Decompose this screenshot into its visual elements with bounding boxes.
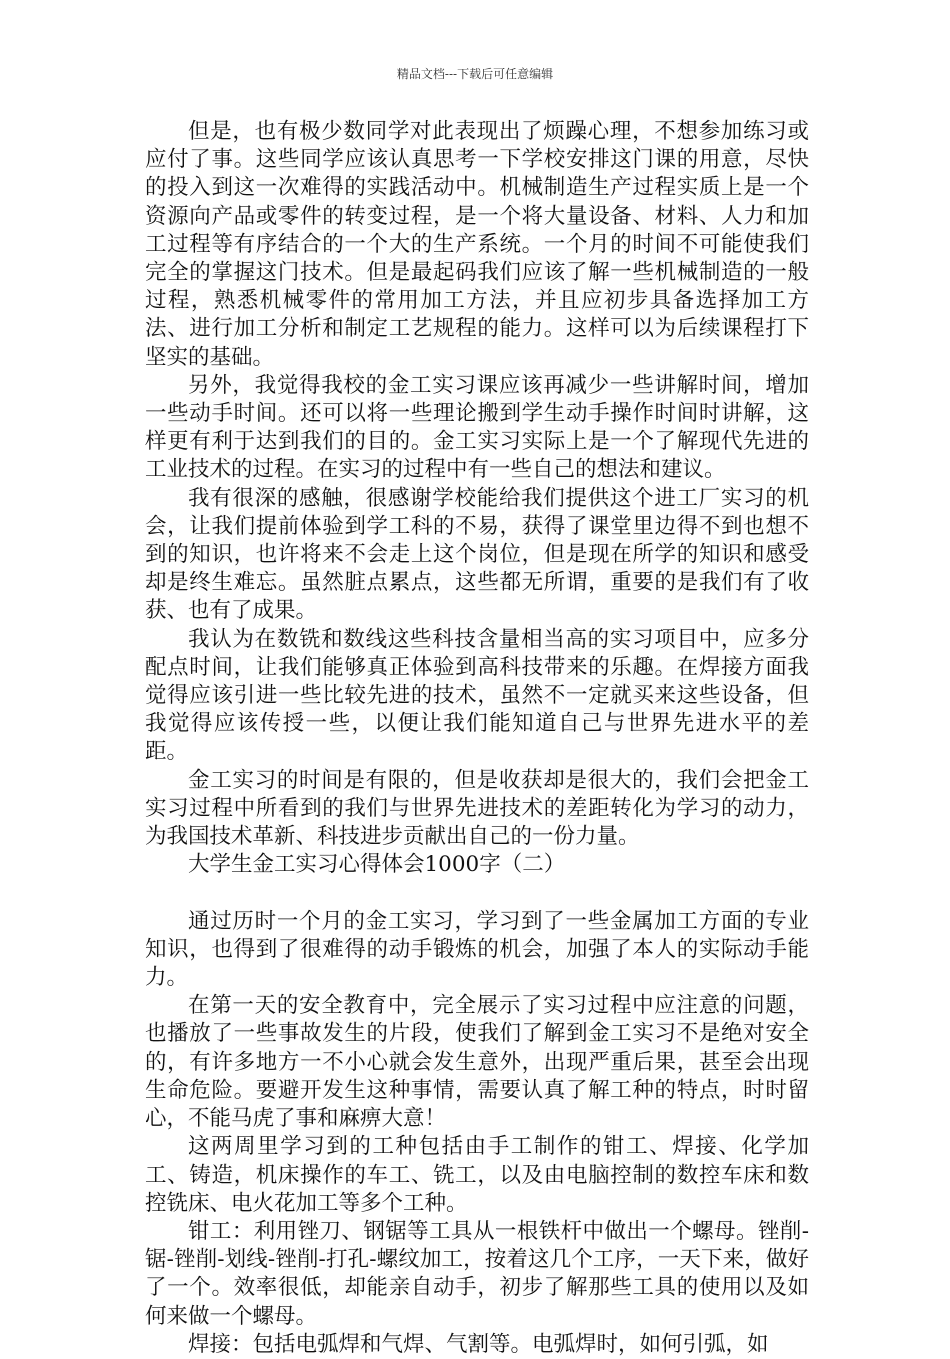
paragraph-8: 这两周里学习到的工种包括由手工制作的钳工、焊接、化学加工、铸造，机床操作的车工、铣工，以及由电脑控制的数控车床和数控铣床、电火花加工等多个工种。: [145, 1134, 809, 1216]
section-heading: 大学生金工实习心得体会1000字（二）: [188, 852, 566, 878]
paragraph-6: 通过历时一个月的金工实习，学习到了一些金属加工方面的专业知识，也得到了很难得的动手锻炼的机会，加强了本人的实际动手能力。: [145, 908, 809, 991]
document-body: [145, 118, 809, 1359]
paragraph-2: 另外，我觉得我校的金工实习课应该再减少一些讲解时间，增加一些动手时间。还可以将一些理论搬到学生动手操作时间时讲解，这样更有利于达到我们的目的。金工实习实际上是一个了解现代先进的工业技术的过程。在实习的过程中有一些自己的想法和建议。: [145, 372, 809, 483]
page-header: 精品文档---下载后可任意编辑: [396, 67, 554, 81]
paragraph-5: 金工实习的时间是有限的，但是收获却是很大的，我们会把金工实习过程中所看到的我们与世界先进技术的差距转化为学习的动力，为我国技术革新、科技进步贡献出自己的一份力量。: [145, 767, 809, 850]
blank-line: [145, 879, 809, 907]
paragraph-1: 但是，也有极少数同学对此表现出了烦躁心理，不想参加练习或应付了事。这些同学应该认真思考一下学校安排这门课的用意，尽快的投入到这一次难得的实践活动中。机械制造生产过程实质上是一个资源向产品或零件的转变过程，是一个将大量设备、材料、人力和加工过程等有序结合的一个大的生产系统。一个月的时间不可能使我们完全的掌握这门技术。但是最起码我们应该了解一些机械制造的一般过程，熟悉机械零件的常用加工方法，并且应初步具备选择加工方法、进行加工分析和制定工艺规程的能力。这样可以为后续课程打下坚实的基础。: [145, 119, 809, 370]
paragraph-7: 在第一天的安全教育中，完全展示了实习过程中应注意的问题，也播放了一些事故发生的片段，使我们了解到金工实习不是绝对安全的，有许多地方一不小心就会发生意外，出现严重后果，甚至会出现生命危险。要避开发生这种事情，需要认真了解工种的特点，时时留心，不能马虎了事和麻痹大意！: [145, 993, 809, 1132]
paragraph-4: 我认为在数铣和数线这些科技含量相当高的实习项目中，应多分配点时间，让我们能够真正体验到高科技带来的乐趣。在焊接方面我觉得应该引进一些比较先进的技术，虽然不一定就买来这些设备，但我觉得应该传授一些，以便让我们能知道自己与世界先进水平的差距。: [145, 626, 809, 765]
paragraph-3: 我有很深的感触，很感谢学校能给我们提供这个进工厂实习的机会，让我们提前体验到学工科的不易，获得了课堂里边得不到也想不到的知识，也许将来不会走上这个岗位，但是现在所学的知识和感受却是终生难忘。虽然脏点累点，这些都无所谓，重要的是我们有了收获、也有了成果。: [145, 485, 809, 624]
paragraph-10: 焊接：包括电弧焊和气焊、气割等。电弧焊时，如何引弧，如: [188, 1331, 769, 1357]
paragraph-9: 钳工：利用锉刀、钢锯等工具从一根铁杆中做出一个螺母。锉削-锯-锉削-划线-锉削-打孔-螺纹加工，按着这几个工序，一天下来，做好了一个。效率很低，却能亲自动手，初步了解那些工具的使用以及如何来做一个螺母。: [145, 1218, 809, 1329]
